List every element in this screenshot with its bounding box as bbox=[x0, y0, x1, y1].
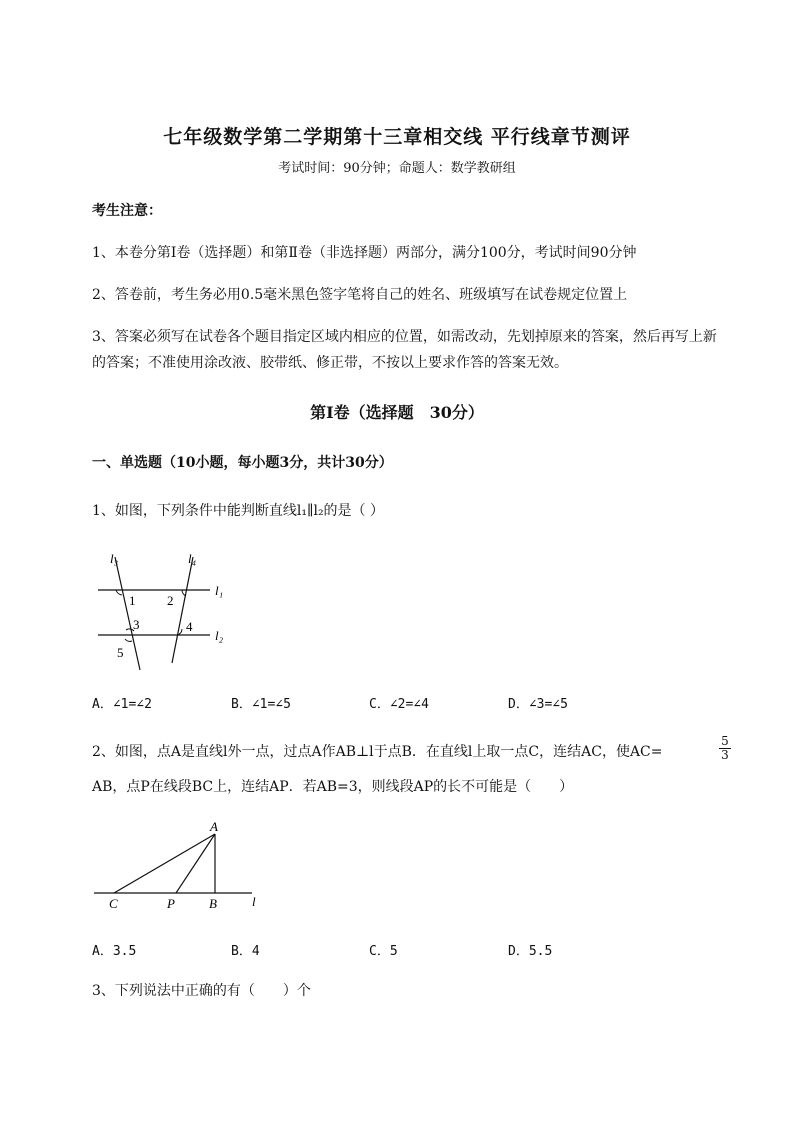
point-a-label: A bbox=[210, 819, 218, 834]
question-2-option-c[interactable]: C．5 bbox=[369, 944, 398, 959]
angle-5-label: 5 bbox=[117, 645, 124, 660]
label-l3: l₃ bbox=[110, 551, 119, 566]
angle-2-label: 2 bbox=[167, 593, 174, 608]
question-3-stem: 3、下列说法中正确的有（ ）个 bbox=[92, 983, 311, 999]
question-2-option-b[interactable]: B．4 bbox=[231, 944, 260, 959]
fraction-denominator: 3 bbox=[719, 748, 731, 762]
part-title: 一、单选题（10小题，每小题3分，共计30分） bbox=[92, 455, 393, 471]
exam-info: 考试时间：90分钟；命题人：数学教研组 bbox=[278, 161, 516, 176]
question-2-option-d[interactable]: D．5.5 bbox=[508, 944, 553, 959]
question-1-option-b[interactable]: B．∠1=∠5 bbox=[231, 697, 291, 712]
segment-ap bbox=[176, 834, 215, 893]
label-l1: l₁ bbox=[215, 583, 224, 598]
angle-5-arc bbox=[125, 639, 132, 641]
angle-3-label: 3 bbox=[133, 617, 140, 632]
notice-item-3-line-2: 的答案；不准使用涂改液、胶带纸、修正带，不按以上要求作答的答案无效。 bbox=[92, 355, 568, 371]
point-p-label: P bbox=[167, 896, 175, 911]
angle-1-label: 1 bbox=[129, 593, 136, 608]
question-1-figure bbox=[90, 545, 240, 680]
fraction-numerator: 5 bbox=[721, 734, 729, 748]
notice-heading: 考生注意： bbox=[92, 203, 162, 219]
page-title: 七年级数学第二学期第十三章相交线 平行线章节测评 bbox=[163, 126, 631, 148]
line-l4 bbox=[172, 557, 193, 663]
question-2-stem-line-2: AB，点P在线段BC上，连结AP．若AB=3，则线段AP的长不可能是（ ） bbox=[92, 779, 574, 795]
question-1-option-d[interactable]: D．∠3=∠5 bbox=[508, 697, 568, 712]
angle-1-arc bbox=[116, 590, 122, 595]
question-2-option-a[interactable]: A．3.5 bbox=[92, 944, 137, 959]
notice-item-1: 1、本卷分第Ⅰ卷（选择题）和第Ⅱ卷（非选择题）两部分，满分100分，考试时间90分钟 bbox=[92, 245, 637, 261]
notice-item-2: 2、答卷前，考生务必用0.5毫米黑色签字笔将自己的姓名、班级填写在试卷规定位置上 bbox=[92, 287, 628, 303]
point-c-label: C bbox=[109, 896, 118, 911]
line-l-label: l bbox=[252, 894, 256, 909]
question-1-option-a[interactable]: A．∠1=∠2 bbox=[92, 697, 152, 712]
question-1-stem: 1、如图，下列条件中能判断直线l₁∥l₂的是（ ） bbox=[92, 503, 385, 519]
label-l2: l₂ bbox=[215, 628, 224, 643]
fraction-five-thirds bbox=[719, 735, 731, 762]
question-2-figure bbox=[90, 818, 270, 913]
angle-4-label: 4 bbox=[186, 619, 193, 634]
question-2-stem-line-1: 2、如图，点A是直线l外一点，过点A作AB⊥l于点B．在直线l上取一点C，连结AC，使AC= bbox=[92, 744, 663, 760]
point-b-label: B bbox=[209, 896, 217, 911]
segment-ac bbox=[114, 834, 215, 893]
section-title: 第Ⅰ卷（选择题 30分） bbox=[310, 403, 484, 422]
label-l4: l₄ bbox=[188, 551, 197, 566]
question-1-option-c[interactable]: C．∠2=∠4 bbox=[369, 697, 429, 712]
notice-item-3-line-1: 3、答案必须写在试卷各个题目指定区域内相应的位置，如需改动，先划掉原来的答案，然后再写上新 bbox=[92, 329, 717, 345]
